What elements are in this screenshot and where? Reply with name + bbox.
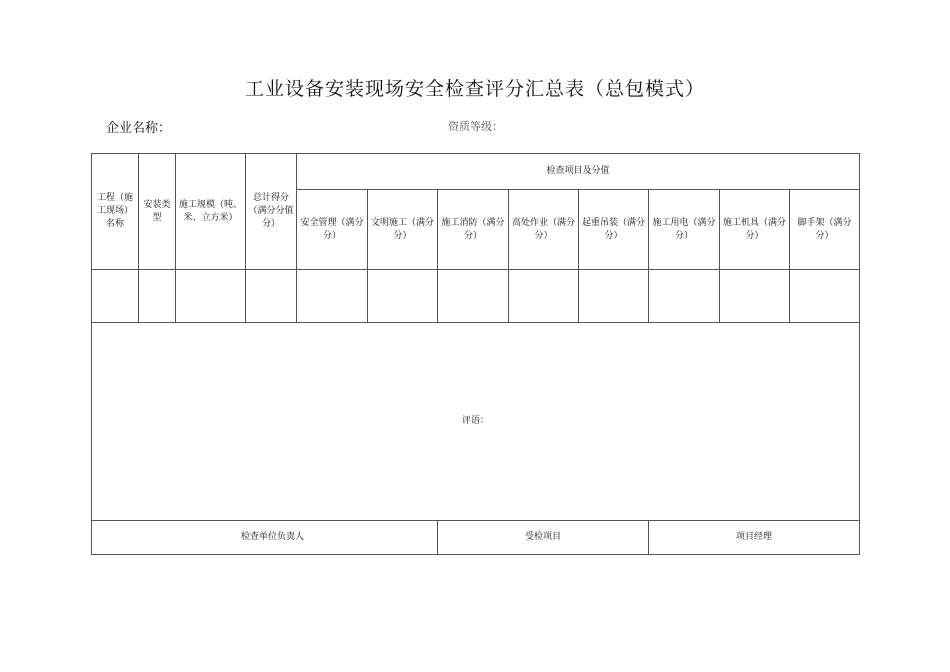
cell-safety-management[interactable] bbox=[297, 270, 368, 323]
signature-row bbox=[92, 521, 860, 555]
header-item-safety-management: 安全管理（满分分） bbox=[297, 190, 368, 270]
project-manager-label: 项目经理 bbox=[649, 521, 860, 555]
header-item-lifting: 起重吊装（满分分） bbox=[579, 190, 649, 270]
inspected-project-label: 受检项目 bbox=[438, 521, 649, 555]
header-row-1 bbox=[92, 154, 860, 190]
header-item-work-at-height: 高处作业（满分分） bbox=[509, 190, 579, 270]
comment-cell[interactable] bbox=[92, 323, 860, 521]
header-inspection-items: 检查项目及分值 bbox=[297, 154, 860, 190]
data-row bbox=[92, 270, 860, 323]
cell-electricity[interactable] bbox=[649, 270, 720, 323]
cell-install-type[interactable] bbox=[139, 270, 176, 323]
cell-scale[interactable] bbox=[176, 270, 246, 323]
cell-total-score[interactable] bbox=[246, 270, 297, 323]
comment-label: 评语： bbox=[462, 416, 490, 426]
cell-scaffolding[interactable] bbox=[790, 270, 860, 323]
header-item-electricity: 施工用电（满分分） bbox=[649, 190, 720, 270]
inspector-label: 检查单位负责人 bbox=[92, 521, 438, 555]
comment-row bbox=[92, 323, 860, 521]
cell-project-name[interactable] bbox=[92, 270, 139, 323]
cell-lifting[interactable] bbox=[579, 270, 649, 323]
cell-fire-protection[interactable] bbox=[438, 270, 509, 323]
header-scale: 施工规模（吨、米、立方米） bbox=[176, 154, 246, 270]
cell-machinery[interactable] bbox=[720, 270, 790, 323]
header-item-scaffolding: 脚手架（满分分） bbox=[790, 190, 860, 270]
summary-table bbox=[91, 153, 860, 555]
header-project-name: 工程（施工现场）名称 bbox=[92, 154, 139, 270]
qualification-level-label: 资质等级： bbox=[448, 120, 503, 133]
page-title: 工业设备安装现场安全检查评分汇总表（总包模式） bbox=[244, 78, 705, 100]
header-item-civilized-construction: 文明施工（满分分） bbox=[368, 190, 438, 270]
enterprise-name-label: 企业名称： bbox=[106, 121, 172, 136]
header-item-fire-protection: 施工消防（满分分） bbox=[438, 190, 509, 270]
header-install-type: 安装类型 bbox=[139, 154, 176, 270]
cell-work-at-height[interactable] bbox=[509, 270, 579, 323]
header-total-score: 总计得分（满分分值分） bbox=[246, 154, 297, 270]
cell-civilized-construction[interactable] bbox=[368, 270, 438, 323]
header-item-machinery: 施工机具（满分分） bbox=[720, 190, 790, 270]
